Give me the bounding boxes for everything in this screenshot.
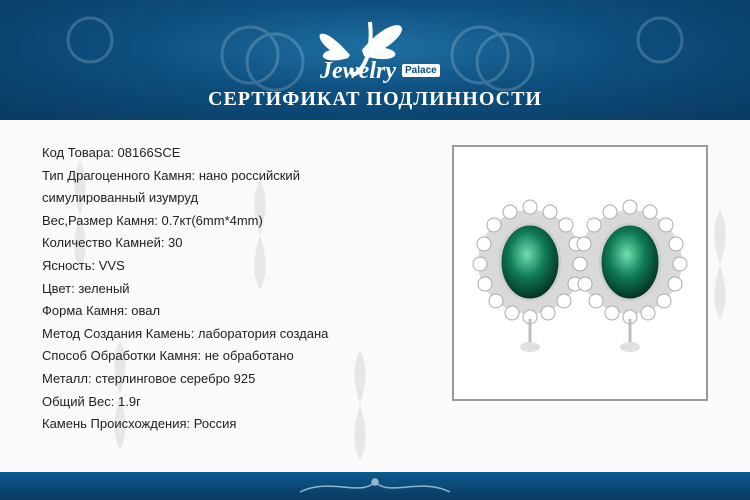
product-photo-frame [452,145,708,401]
detail-line: Общий Вес: 1.9г [42,393,141,409]
detail-line: Количество Камней: 30 [42,235,183,251]
logo-wordmark: Jewelry [320,58,396,84]
detail-line: Цвет: зеленый [42,280,130,296]
detail-line: Способ Обработки Камня: не обработано [42,348,294,364]
detail-line: Камень Происхождения: Россия [42,416,237,432]
right-earring-icon [573,200,687,352]
detail-line: Металл: стерлинговое серебро 925 [42,370,256,386]
detail-line: Ясность: VVS [42,257,125,273]
footer-ornament-icon [0,472,750,500]
detail-line: Код Товара: 08166SCE [42,145,181,160]
detail-line: Метод Создания Камень: лаборатория создана [42,325,329,341]
certificate-title: СЕРТИФИКАТ ПОДЛИННОСТИ [208,88,542,110]
detail-line: Вес,Размер Камня: 0.7кт(6mm*4mm) [42,212,263,228]
detail-line: Форма Камня: овал [42,303,161,319]
footer-banner [0,472,750,500]
detail-line: Тип Драгоценного Камня: нано российский [42,167,300,183]
logo-badge: Palace [402,64,440,77]
left-earring-icon [473,200,587,352]
header-banner [0,0,750,120]
earrings-photo-icon [454,147,706,399]
product-details [42,142,432,436]
detail-line: симулированный изумруд [42,190,199,206]
